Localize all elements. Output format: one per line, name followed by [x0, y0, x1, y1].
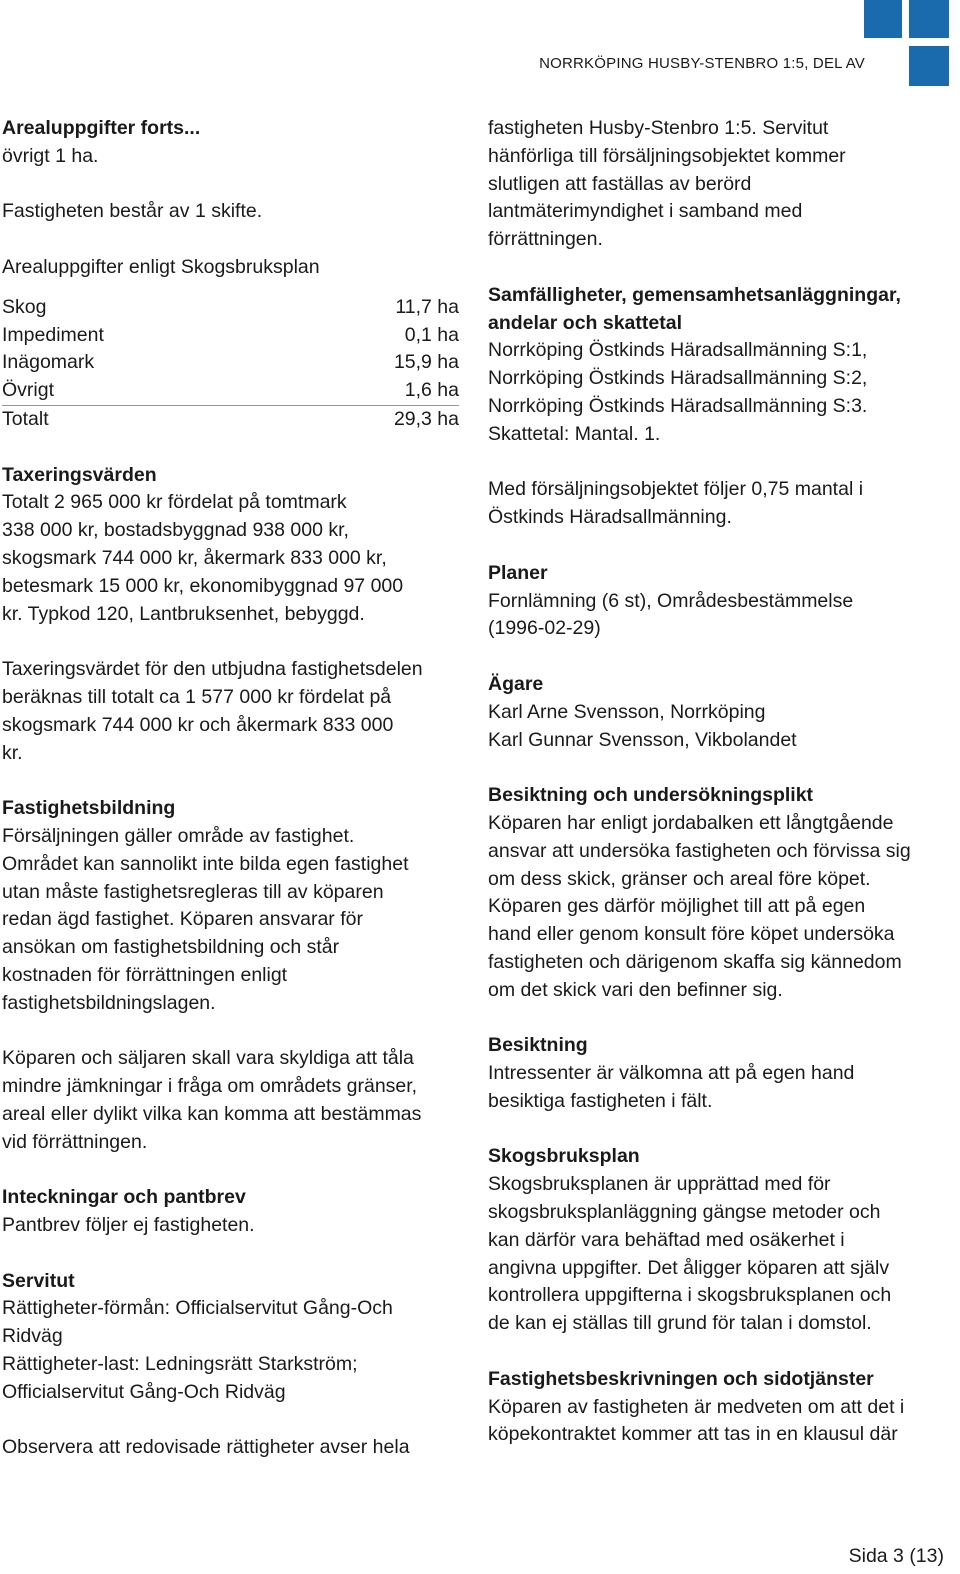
- area-heading: Arealuppgifter enligt Skogsbruksplan: [2, 255, 320, 278]
- inteckningar-text: Pantbrev följer ej fastigheten.: [2, 1214, 255, 1237]
- planer-section: [488, 560, 948, 643]
- arealuppgifter-forts-heading: Arealuppgifter forts...: [2, 117, 201, 139]
- mantal-section: [488, 476, 948, 532]
- besiktning-undersokningsplikt-heading: Besiktning och undersökningsplikt: [488, 784, 814, 807]
- taxeringsvarden-section: [2, 462, 462, 629]
- fastighetsbildning-heading: Fastighetsbildning: [2, 797, 176, 820]
- planer-text: Fornlämning (6 st), Områdesbestämmelse (1996-02-29): [488, 589, 854, 640]
- mantal-text: Med försäljningsobjektet följer 0,75 mantal i Östkinds Häradsallmänning.: [488, 478, 864, 529]
- arealuppgifter-forts-section: [2, 115, 462, 171]
- fastighetsbeskrivning-text: Köparen av fastigheten är medveten om att det i köpekontraktet kommer att tas in en klausul där: [488, 1395, 905, 1446]
- area-total-value: 29,3 ha: [393, 407, 459, 430]
- besiktning-section: [488, 1032, 948, 1115]
- area-row: [2, 349, 459, 377]
- agare-heading: Ägare: [488, 672, 544, 695]
- area-row-label: Övrigt: [2, 379, 55, 402]
- fastighetsbildning-text: Försäljningen gäller område av fastighet. Området kan sannolikt inte bilda egen fastighet utan måste fastighetsregleras till av köparen redan ägd fastighet. Köparen ansvarar för ansökan om fastighetsbildning och står kostnaden för förrättningen enligt fastighetsbildningslagen.: [2, 824, 409, 1014]
- planer-heading: Planer: [488, 561, 548, 584]
- fastighetsbeskrivning-heading: Fastighetsbeskrivningen och sidotjänster: [488, 1367, 874, 1390]
- besiktning-heading: Besiktning: [488, 1034, 588, 1057]
- servitut-text: Rättigheter-förmån: Officialservitut Gång-Och Ridväg Rättigheter-last: Ledningsrätt Starkström; Officialservitut Gång-Och Ridväg: [2, 1297, 393, 1403]
- left-column: [2, 115, 462, 1490]
- servitut-heading: Servitut: [2, 1269, 75, 1292]
- besiktning-text: Intressenter är välkomna att på egen hand besiktiga fastigheten i fält.: [488, 1062, 855, 1112]
- jamkningar-section: [2, 1045, 462, 1156]
- skifte-text: Fastigheten består av 1 skifte.: [2, 200, 263, 223]
- servitut-continued-text: fastigheten Husby-Stenbro 1:5. Servitut hänförliga till försäljningsobjektet kommer slutligen att faställas av berörd lantmäterimyndighet i samband med förrättningen.: [488, 117, 846, 251]
- skogsbruksplan-heading: Skogsbruksplan: [488, 1145, 640, 1168]
- page-number: Sida 3 (13): [848, 1545, 944, 1567]
- area-total-label: Totalt: [2, 407, 49, 430]
- area-total-row: [2, 405, 459, 434]
- fastighetsbeskrivning-section: [488, 1366, 948, 1449]
- samfalligheter-section: [488, 282, 948, 449]
- area-row: [2, 377, 459, 405]
- brand-logo-icon: [864, 0, 950, 86]
- area-section: [2, 254, 462, 434]
- taxeringsvarden-heading: Taxeringsvärden: [2, 463, 157, 486]
- logo-square-top-left: [864, 0, 902, 38]
- skifte-section: [2, 198, 462, 226]
- area-row: [2, 322, 459, 350]
- area-row-value: 15,9 ha: [393, 351, 459, 374]
- samfalligheter-text: Norrköping Östkinds Häradsallmänning S:1, Norrköping Östkinds Häradsallmänning S:2, Norrköping Östkinds Häradsallmänning S:3. Skattetal: Mantal. 1.: [488, 339, 868, 445]
- observera-text: Observera att redovisade rättigheter avser hela: [2, 1436, 410, 1459]
- servitut-section: [2, 1268, 462, 1407]
- skogsbruksplan-text: Skogsbruksplanen är upprättad med för skogsbruksplanläggning gängse metoder och kan därför vara behäftad med osäkerhet i angivna uppgifter. Det åligger köparen att själv kontrollera uppgifterna i skogsbruksplanen och de kan ej ställas till grund för talan i domstol.: [488, 1173, 892, 1335]
- area-table: [2, 294, 459, 434]
- logo-square-top-right: [909, 0, 949, 38]
- area-row-label: Inägomark: [2, 351, 95, 374]
- agare-text: Karl Arne Svensson, Norrköping Karl Gunnar Svensson, Vikbolandet: [488, 700, 797, 751]
- skogsbruksplan-section: [488, 1143, 948, 1338]
- area-row-label: Impediment: [2, 323, 104, 346]
- area-row: [2, 294, 459, 322]
- taxeringsvarde-del-text: Taxeringsvärdet för den utbjudna fastighetsdelen beräknas till totalt ca 1 577 000 kr fördelat på skogsmark 744 000 kr och åkermark 833 000 kr.: [2, 658, 423, 764]
- inteckningar-section: [2, 1184, 462, 1240]
- area-row-label: Skog: [2, 295, 47, 318]
- right-column: [488, 115, 948, 1477]
- document-header-title: NORRKÖPING HUSBY-STENBRO 1:5, DEL AV: [539, 55, 865, 72]
- besiktning-undersokningsplikt-text: Köparen har enligt jordabalken ett långtgående ansvar att undersöka fastigheten och förvissa sig om dess skick, gränser och areal före köpet. Köparen ges därför möjlighet till att på egen hand eller genom konsult före köpet undersöka fastigheten och därigenom skaffa sig kännedom om det skick vari den befinner sig.: [488, 811, 911, 1001]
- taxeringsvarden-text: Totalt 2 965 000 kr fördelat på tomtmark 338 000 kr, bostadsbyggnad 938 000 kr, skogsmark 744 000 kr, åkermark 833 000 kr, betesmark 15 000 kr, ekonomibyggnad 97 000 kr. Typkod 120, Lantbruksenhet, bebyggd.: [2, 491, 404, 625]
- samfalligheter-heading: Samfälligheter, gemensamhetsanläggningar, andelar och skattetal: [488, 283, 901, 334]
- arealuppgifter-forts-text: övrigt 1 ha.: [2, 144, 99, 167]
- area-row-value: 1,6 ha: [404, 379, 459, 402]
- jamkningar-text: Köparen och säljaren skall vara skyldiga att tåla mindre jämkningar i fråga om områdets gränser, areal eller dylikt vilka kan komma att bestämmas vid förrättningen.: [2, 1047, 422, 1153]
- fastighetsbildning-section: [2, 795, 462, 1017]
- agare-section: [488, 671, 948, 754]
- area-row-value: 11,7 ha: [395, 295, 459, 318]
- servitut-continued-section: [488, 115, 948, 254]
- inteckningar-heading: Inteckningar och pantbrev: [2, 1186, 246, 1209]
- besiktning-undersokningsplikt-section: [488, 782, 948, 1004]
- taxeringsvarde-del-section: [2, 656, 462, 767]
- area-row-value: 0,1 ha: [404, 323, 459, 346]
- logo-square-bottom-right: [909, 46, 949, 86]
- observera-section: [2, 1434, 462, 1462]
